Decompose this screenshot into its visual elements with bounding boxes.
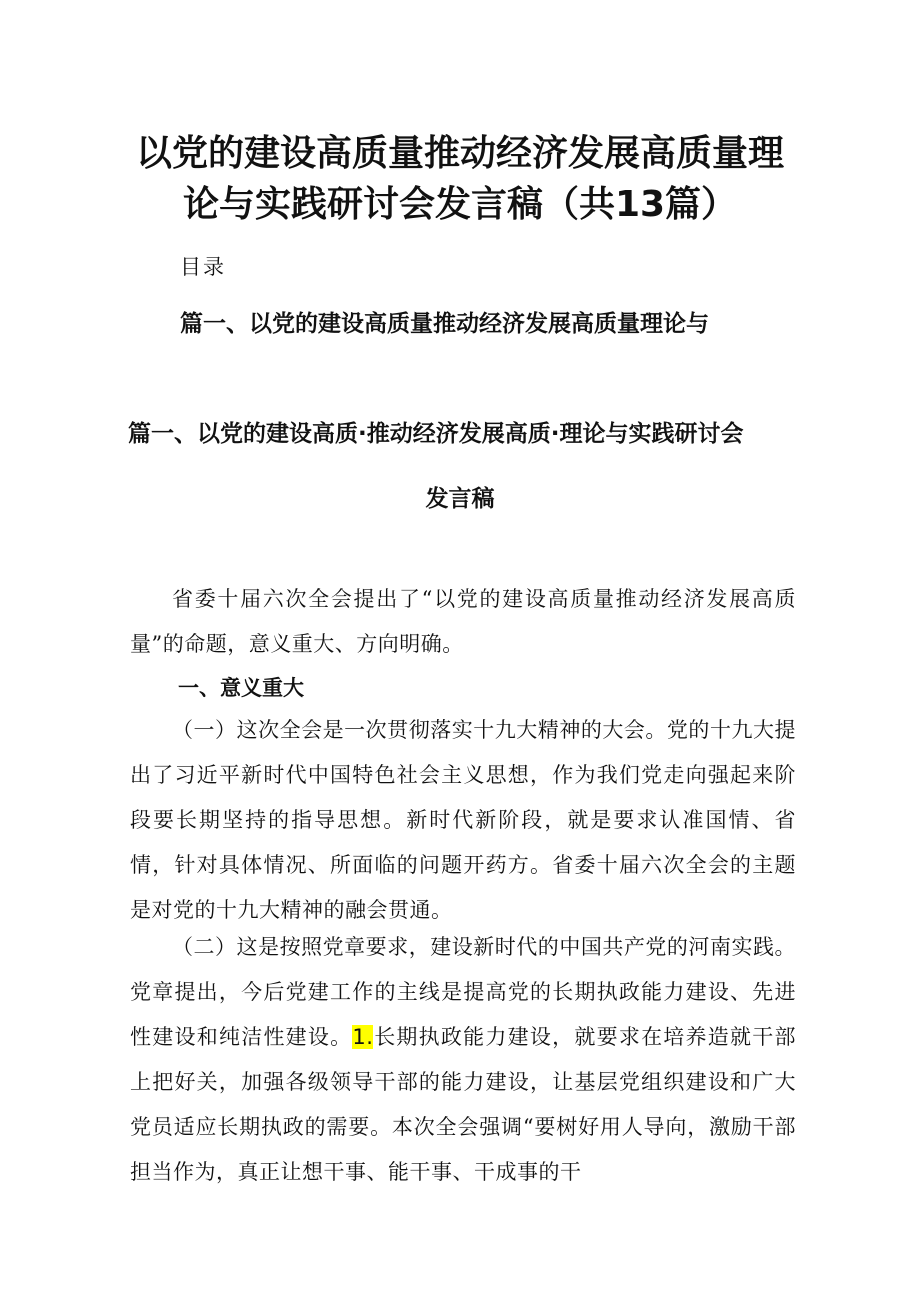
document-title <box>120 128 800 230</box>
paragraph-2-part-1: （二）这是按照党章要求，建设新时代的中国共产党的河南实践。党章提出，今后党建工作的主线是提高党的长期执政能力建设、先进性建设和纯洁性建设。 <box>130 935 796 1049</box>
toc-label: 目录 <box>180 255 226 279</box>
paragraph-1-text: （一）这次全会是一次贯彻落实十九大精神的大会。党的十九大提出了习近平新时代中国特色社会主义思想，作为我们党走向强起来阶段要长期坚持的指导思想。新时代新阶段，就是要求认准国情、省情，针对具体情况、所面临的问题开药方。省委十届六次全会的主题是对党的十九大精神的融会贯通。 <box>130 718 796 922</box>
intro-paragraph <box>130 577 796 667</box>
intro-text: 省委十届六次全会提出了“以党的建设高质量推动经济发展高质量”的命题，意义重大、方向明确。 <box>130 587 796 656</box>
section-heading-line-2: 发言稿 <box>425 486 495 512</box>
title-line-1: 以党的建设高质量推动经济发展高质量理 <box>135 133 784 174</box>
title-line-2: 论与实践研讨会发言稿（共13篇） <box>182 184 738 225</box>
highlighted-number: 1. <box>352 1025 374 1049</box>
paragraph-2-text <box>130 925 796 1195</box>
paragraph-1 <box>130 708 796 933</box>
paragraph-2-part-2: 长期执政能力建设，就要求在培养造就干部上把好关，加强各级领导干部的能力建设，让基层党组织建设和广大党员适应长期执政的需要。本次全会强调“要树好用人导向，激励干部担当作为，真正让想干事、能干事、干成事的干 <box>130 1025 797 1184</box>
section-heading-line-1: 篇一、以党的建设高质·推动经济发展高质·理论与实践研讨会 <box>128 421 744 447</box>
toc-entry-1[interactable]: 篇一、以党的建设高质量推动经济发展高质量理论与 <box>180 311 709 337</box>
sub-heading-1: 一、意义重大 <box>178 676 304 700</box>
paragraph-2 <box>130 925 796 1195</box>
